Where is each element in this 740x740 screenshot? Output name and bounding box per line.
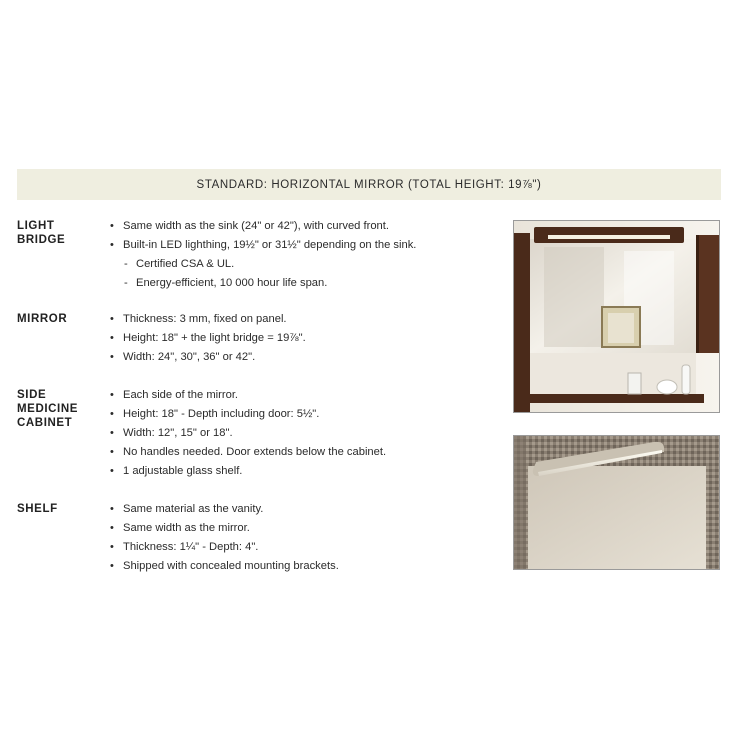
section-title-line: MEDICINE bbox=[17, 403, 79, 415]
spec-list bbox=[110, 219, 500, 295]
bullet-icon: • bbox=[110, 560, 114, 572]
section-title bbox=[17, 219, 102, 247]
item-text: Thickness: 1¼" - Depth: 4". bbox=[123, 541, 259, 553]
list-item bbox=[110, 559, 500, 578]
bullet-icon: • bbox=[110, 220, 114, 232]
item-text: Width: 24", 30", 36" or 42". bbox=[123, 351, 256, 363]
item-text: Height: 18" - Depth including door: 5½". bbox=[123, 408, 320, 420]
item-text: Thickness: 3 mm, fixed on panel. bbox=[123, 313, 287, 325]
list-item bbox=[110, 464, 500, 483]
bullet-icon: • bbox=[110, 503, 114, 515]
dash-icon: - bbox=[124, 258, 128, 270]
bullet-icon: • bbox=[110, 446, 114, 458]
list-item bbox=[110, 502, 500, 521]
item-text: No handles needed. Door extends below the cabinet. bbox=[123, 446, 387, 458]
item-text: 1 adjustable glass shelf. bbox=[123, 465, 243, 477]
bullet-icon: • bbox=[110, 239, 114, 251]
list-subitem bbox=[110, 257, 500, 276]
bullet-icon: • bbox=[110, 313, 114, 325]
list-subitem bbox=[110, 276, 500, 295]
bullet-icon: • bbox=[110, 465, 114, 477]
list-item bbox=[110, 219, 500, 238]
bullet-icon: • bbox=[110, 389, 114, 401]
item-text: Same width as the mirror. bbox=[123, 522, 250, 534]
list-item bbox=[110, 350, 500, 369]
header-banner bbox=[17, 169, 721, 200]
bullet-icon: • bbox=[110, 408, 114, 420]
bullet-icon: • bbox=[110, 332, 114, 344]
item-text: Each side of the mirror. bbox=[123, 389, 239, 401]
light-bridge-closeup-photo bbox=[513, 435, 720, 570]
mirror-cabinet-photo bbox=[513, 220, 720, 413]
item-text: Width: 12", 15" or 18". bbox=[123, 427, 233, 439]
section-title-line: BRIDGE bbox=[17, 234, 66, 246]
section-title-line: MIRROR bbox=[17, 313, 68, 325]
section-title bbox=[17, 312, 102, 326]
list-item bbox=[110, 540, 500, 559]
light-bridge-illustration bbox=[514, 436, 719, 569]
bullet-icon: • bbox=[110, 541, 114, 553]
list-item bbox=[110, 407, 500, 426]
item-text: Energy-efficient, 10 000 hour life span. bbox=[136, 277, 328, 289]
list-item bbox=[110, 388, 500, 407]
item-text: Shipped with concealed mounting brackets. bbox=[123, 560, 339, 572]
dash-icon: - bbox=[124, 277, 128, 289]
spec-list bbox=[110, 312, 500, 369]
bullet-icon: • bbox=[110, 522, 114, 534]
list-item bbox=[110, 426, 500, 445]
list-item bbox=[110, 521, 500, 540]
item-text: Height: 18" + the light bridge = 19⅞". bbox=[123, 332, 306, 344]
list-item bbox=[110, 312, 500, 331]
spec-list bbox=[110, 388, 500, 483]
item-text: Certified CSA & UL. bbox=[136, 258, 235, 270]
bullet-icon: • bbox=[110, 351, 114, 363]
item-text: Built-in LED lighthing, 19½" or 31½" depending on the sink. bbox=[123, 239, 417, 251]
list-item bbox=[110, 238, 500, 257]
item-text: Same material as the vanity. bbox=[123, 503, 264, 515]
section-title-line: SHELF bbox=[17, 503, 58, 515]
mirror-cabinet-illustration bbox=[514, 221, 719, 412]
section-title bbox=[17, 502, 102, 516]
section-title-line: LIGHT bbox=[17, 220, 55, 232]
banner-title: STANDARD: HORIZONTAL MIRROR (TOTAL HEIGHT: 19⅞") bbox=[196, 178, 542, 191]
list-item bbox=[110, 445, 500, 464]
item-text: Same width as the sink (24" or 42"), with curved front. bbox=[123, 220, 389, 232]
spec-list bbox=[110, 502, 500, 578]
section-title-line: SIDE bbox=[17, 389, 47, 401]
section-title bbox=[17, 388, 102, 430]
bullet-icon: • bbox=[110, 427, 114, 439]
section-title-line: CABINET bbox=[17, 417, 73, 429]
list-item bbox=[110, 331, 500, 350]
